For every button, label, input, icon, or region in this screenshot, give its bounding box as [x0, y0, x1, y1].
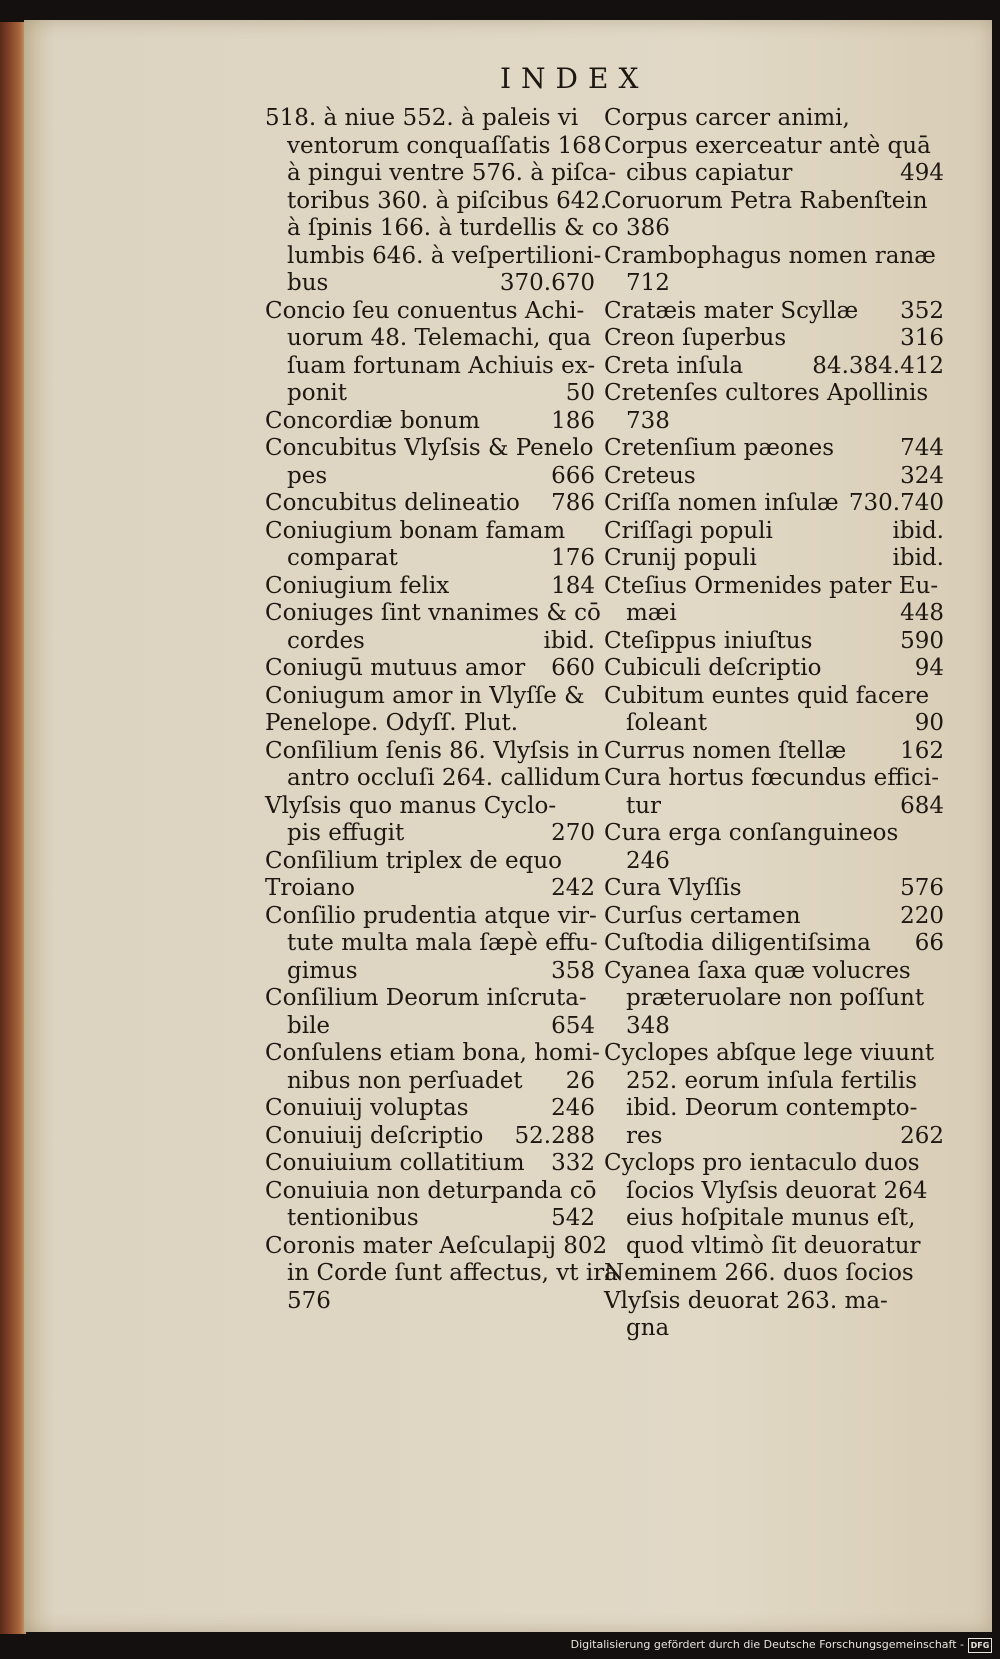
index-line	[265, 875, 595, 903]
index-line	[604, 518, 944, 546]
index-line	[265, 1288, 595, 1316]
index-line	[604, 875, 944, 903]
index-entry-text: uorum 48. Telemachi, qua	[287, 325, 592, 351]
index-line	[604, 1040, 944, 1068]
index-line	[604, 325, 944, 353]
index-entry-text: 252. eorum inſula fertilis	[626, 1067, 918, 1094]
index-entry-text: Cura hortus fœcundus effici-	[604, 765, 939, 791]
dfg-logo: DFG	[968, 1638, 992, 1653]
index-line	[265, 710, 595, 738]
index-entry-text: Coniugium felix	[265, 572, 450, 599]
index-entry-text: Concio ſeu conuentus Achi-	[265, 297, 585, 324]
index-line	[604, 710, 944, 738]
index-line	[265, 820, 595, 848]
index-entry-text: Cyclopes abſque lege viuunt	[604, 1040, 935, 1066]
index-entry-page: 262	[900, 1122, 944, 1149]
index-entry-page: ibid.	[892, 517, 944, 544]
index-entry-text: Crambophagus nomen ranæ	[604, 242, 936, 269]
index-entry-text: Cratæis mater Scyllæ	[604, 297, 859, 324]
index-line	[604, 270, 944, 298]
index-entry-text: Cteſius Ormenides pater Eu-	[604, 572, 939, 599]
index-entry-text: ſuam fortunam Achiuis ex-	[287, 352, 596, 379]
index-entry-page: 186	[551, 407, 595, 434]
index-entry-page: 684	[900, 792, 944, 819]
index-line	[604, 243, 944, 271]
index-entry-text: Concordiæ bonum	[265, 407, 480, 434]
index-entry-text: nibus non perſuadet	[287, 1067, 523, 1094]
index-entry-text: eius hoſpitale munus eſt,	[626, 1205, 916, 1231]
index-entry-text: Currus nomen ſtellæ	[604, 737, 847, 764]
index-entry-text: Creta inſula	[604, 352, 744, 379]
index-line	[604, 408, 944, 436]
index-line	[265, 600, 601, 628]
index-line	[265, 215, 619, 243]
index-line	[604, 628, 944, 656]
index-entry-page: 246	[551, 1095, 595, 1121]
index-entry-text: Troiano	[265, 875, 355, 901]
index-line	[265, 1068, 595, 1096]
index-line	[265, 435, 595, 463]
index-entry-text: Conuiuium collatitium	[265, 1150, 525, 1176]
index-entry-text: Criſſagi populi	[604, 517, 773, 544]
index-line	[604, 1260, 944, 1288]
index-entry-text: Conuiuia non deturpanda cō	[265, 1177, 597, 1204]
index-line	[604, 298, 944, 326]
index-line	[265, 105, 595, 133]
index-entry-text: ſocios Vlyſsis deuorat 264	[626, 1177, 928, 1204]
index-entry-text: Conuiuij deſcriptio	[265, 1122, 484, 1149]
index-line	[604, 765, 944, 793]
index-line	[265, 683, 595, 711]
index-entry-page: 660	[551, 655, 595, 681]
footer-text: Digitalisierung gefördert durch die Deutsche Forschungsgemeinschaft -	[570, 1638, 964, 1651]
index-entry-page: 370.670	[499, 270, 595, 296]
index-entry-text: Conuiuij voluptas	[265, 1095, 469, 1121]
index-line	[604, 958, 944, 986]
index-line	[604, 1068, 944, 1096]
index-line	[265, 848, 595, 876]
index-line	[265, 187, 608, 216]
index-entry-text: lumbis 646. à veſpertilioni-	[287, 242, 602, 269]
index-entry-page: 52.288	[514, 1122, 595, 1149]
index-line	[265, 242, 602, 271]
index-line	[265, 545, 595, 573]
digitization-footer	[571, 1637, 992, 1653]
index-entry-page: 50	[565, 380, 595, 406]
index-entry-text: Curſus certamen	[604, 902, 801, 929]
index-line	[604, 1288, 944, 1316]
index-entry-text: 518. à niue 552. à paleis vi	[265, 105, 579, 131]
index-entry-text: Conſilium Deorum inſcruta-	[265, 985, 587, 1011]
index-entry-page: 26	[565, 1067, 595, 1094]
index-entry-text: Conſilium ſenis 86. Vlyſsis in	[265, 737, 599, 764]
index-line	[265, 793, 595, 821]
index-entry-text: præteruolare non poſſunt	[626, 985, 925, 1011]
index-entry-text: Conſilio prudentia atque vir-	[265, 902, 597, 929]
index-line	[604, 1013, 944, 1041]
index-entry-text: Cura Vlyſſis	[604, 875, 742, 901]
index-entry-text: Neminem 266. duos ſocios	[604, 1260, 914, 1286]
index-entry-page: 494	[900, 160, 944, 186]
index-line	[604, 215, 944, 243]
index-line	[604, 903, 944, 931]
index-line	[265, 518, 595, 546]
index-entry-text: Conſulens etiam bona, homi-	[265, 1040, 600, 1066]
index-entry-text: antro occluſi 264. callidum	[287, 765, 601, 791]
index-entry-text: in Corde ſunt affectus, vt ira	[287, 1260, 618, 1286]
index-entry-page: ibid.	[892, 545, 944, 571]
index-column-left	[265, 105, 619, 1315]
index-line	[604, 435, 944, 463]
index-entry-page: 666	[551, 462, 595, 489]
index-line	[265, 930, 598, 958]
index-entry-text: à ſpinis 166. à turdellis & co	[287, 215, 619, 241]
index-line	[604, 380, 944, 408]
index-entry-text: Cretenſium pæones	[604, 435, 835, 461]
index-entry-text: Coruorum Petra Rabenſtein	[604, 187, 928, 214]
index-entry-page: 352	[900, 297, 944, 324]
index-entry-page: 744	[900, 435, 944, 461]
index-line	[265, 132, 602, 161]
index-line	[265, 463, 595, 491]
index-line	[265, 765, 601, 793]
index-entry-text: comparat	[287, 545, 398, 571]
index-entry-page: 176	[551, 545, 595, 571]
index-line	[265, 1232, 608, 1261]
index-entry-page: 542	[551, 1205, 595, 1231]
index-line	[604, 985, 944, 1013]
index-entry-page: 242	[551, 875, 595, 901]
index-line	[604, 490, 944, 518]
index-entry-page: 324	[900, 462, 944, 489]
index-entry-text: 576	[287, 1287, 331, 1314]
index-entry-text: Cyclops pro ientaculo duos	[604, 1150, 920, 1176]
index-entry-text: gimus	[287, 957, 358, 984]
index-entry-text: ibid. Deorum contempto-	[626, 1095, 918, 1121]
index-line	[265, 380, 595, 408]
index-entry-page: 90	[914, 710, 944, 736]
index-entry-page: 84.384.412	[812, 352, 944, 379]
index-entry-text: Creteus	[604, 462, 696, 489]
index-entry-text: bus	[287, 270, 329, 296]
index-entry-text: Coronis mater Aeſculapij 802	[265, 1232, 608, 1259]
index-line	[265, 298, 595, 326]
index-entry-text: toribus 360. à piſcibus 642.	[287, 187, 608, 214]
index-line	[604, 1233, 944, 1261]
index-line	[265, 985, 595, 1013]
index-entry-page: 94	[914, 655, 944, 681]
index-line	[265, 1150, 595, 1178]
index-line	[604, 930, 944, 958]
index-line	[265, 325, 595, 353]
index-line	[265, 1013, 595, 1041]
index-line	[604, 683, 944, 711]
index-entry-text: 348	[626, 1012, 670, 1039]
index-entry-text: Cuſtodia diligentiſsima	[604, 930, 871, 956]
index-entry-text: Creon ſuperbus	[604, 325, 787, 351]
index-entry-text: bile	[287, 1012, 331, 1039]
index-entry-text: ventorum conquaſſatis 168	[287, 132, 602, 159]
index-entry-text: cibus capiatur	[626, 160, 793, 186]
index-entry-text: Concubitus delineatio	[265, 490, 520, 516]
index-line	[265, 160, 617, 188]
index-line	[604, 573, 944, 601]
index-entry-text: cordes	[287, 627, 365, 654]
index-entry-text: 738	[626, 407, 670, 434]
index-entry-page: 786	[551, 490, 595, 516]
index-entry-page: 730.740	[848, 490, 944, 516]
index-line	[265, 1205, 595, 1233]
index-entry-text: ponit	[287, 380, 347, 406]
index-entry-text: Cretenſes cultores Apollinis	[604, 380, 929, 406]
index-line	[265, 958, 595, 986]
index-line	[265, 1040, 600, 1068]
index-entry-text: Criſſa nomen inſulæ	[604, 490, 839, 516]
index-entry-text: Coniugium bonam famam	[265, 517, 566, 544]
index-line	[604, 600, 944, 628]
index-line	[604, 1150, 944, 1178]
index-entry-text: à pingui ventre 576. à piſca-	[287, 160, 617, 186]
index-line	[265, 1260, 618, 1288]
index-entry-page: 576	[900, 875, 944, 901]
index-entry-page: 66	[914, 930, 944, 956]
index-line	[604, 655, 944, 683]
index-entry-page: 448	[900, 600, 944, 626]
index-entry-text: Corpus exerceatur antè quā	[604, 132, 931, 159]
book-edge	[0, 22, 26, 1634]
index-line	[604, 1178, 944, 1206]
index-line	[604, 545, 944, 573]
index-entry-text: Coniugū mutuus amor	[265, 655, 526, 681]
index-entry-text: Corpus carcer animi,	[604, 105, 850, 131]
index-entry-text: res	[626, 1122, 663, 1149]
index-line	[604, 463, 944, 491]
index-line	[604, 1123, 944, 1151]
index-column-right	[604, 105, 944, 1343]
index-line	[604, 1315, 944, 1343]
index-line	[604, 793, 944, 821]
index-entry-page: 316	[900, 325, 944, 351]
index-entry-text: tur	[626, 792, 662, 819]
index-entry-text: Cyanea ſaxa quæ volucres	[604, 957, 911, 984]
index-line	[604, 738, 944, 766]
index-line	[604, 105, 944, 133]
index-entry-text: pes	[287, 462, 328, 489]
index-entry-text: 712	[626, 270, 670, 296]
index-entry-text: Cubitum euntes quid facere	[604, 682, 930, 709]
index-entry-page: ibid.	[543, 627, 595, 654]
index-line	[604, 1205, 944, 1233]
index-line	[265, 1123, 595, 1151]
index-line	[265, 270, 595, 298]
index-entry-text: Cura erga conſanguineos	[604, 820, 899, 846]
index-line	[265, 655, 595, 683]
index-entry-text: Cubiculi deſcriptio	[604, 655, 822, 681]
index-entry-text: pis effugit	[287, 820, 405, 846]
index-line	[265, 903, 595, 931]
index-line	[265, 573, 595, 601]
index-line	[604, 848, 944, 876]
index-line	[604, 353, 944, 381]
index-line	[265, 1095, 595, 1123]
index-line	[265, 408, 595, 436]
index-line	[604, 820, 944, 848]
index-entry-page: 184	[551, 572, 595, 599]
index-entry-text: Concubitus Vlyſsis & Penelo	[265, 435, 594, 461]
index-entry-page: 270	[551, 820, 595, 846]
index-line	[265, 737, 599, 766]
index-entry-text: 386	[626, 215, 670, 241]
index-entry-text: tentionibus	[287, 1205, 419, 1231]
index-entry-text: gna	[626, 1315, 670, 1341]
index-entry-page: 332	[551, 1150, 595, 1176]
index-line	[265, 353, 595, 381]
index-line	[265, 490, 595, 518]
index-line	[604, 188, 944, 216]
index-entry-text: ſoleant	[626, 710, 708, 736]
index-entry-text: Conſilium triplex de equo	[265, 847, 562, 874]
index-entry-page: 590	[900, 627, 944, 654]
index-entry-text: Crunij populi	[604, 545, 757, 571]
index-line	[265, 628, 595, 656]
index-entry-text: Cteſippus iniuſtus	[604, 627, 813, 654]
index-entry-page: 654	[551, 1012, 595, 1039]
index-entry-text: Coniuges ſint vnanimes & cō	[265, 600, 601, 626]
index-entry-text: 246	[626, 847, 670, 874]
index-entry-text: Vlyſsis deuorat 263. ma-	[604, 1287, 888, 1314]
index-line	[604, 133, 944, 161]
index-line	[265, 1178, 595, 1206]
index-entry-text: tute multa mala ſæpè effu-	[287, 930, 598, 956]
index-line	[604, 160, 944, 188]
page-header: INDEX	[500, 62, 649, 95]
index-line	[604, 1095, 944, 1123]
index-entry-text: Vlyſsis quo manus Cyclo-	[265, 792, 557, 819]
index-entry-text: mæi	[626, 600, 677, 626]
index-entry-text: Coniugum amor in Vlyſſe &	[265, 682, 585, 709]
index-entry-text: quod vltimò ſit deuoratur	[626, 1232, 921, 1259]
index-entry-page: 358	[551, 957, 595, 984]
index-entry-text: Penelope. Odyſſ. Plut.	[265, 710, 519, 736]
index-entry-page: 162	[900, 737, 944, 764]
index-entry-page: 220	[900, 902, 944, 929]
